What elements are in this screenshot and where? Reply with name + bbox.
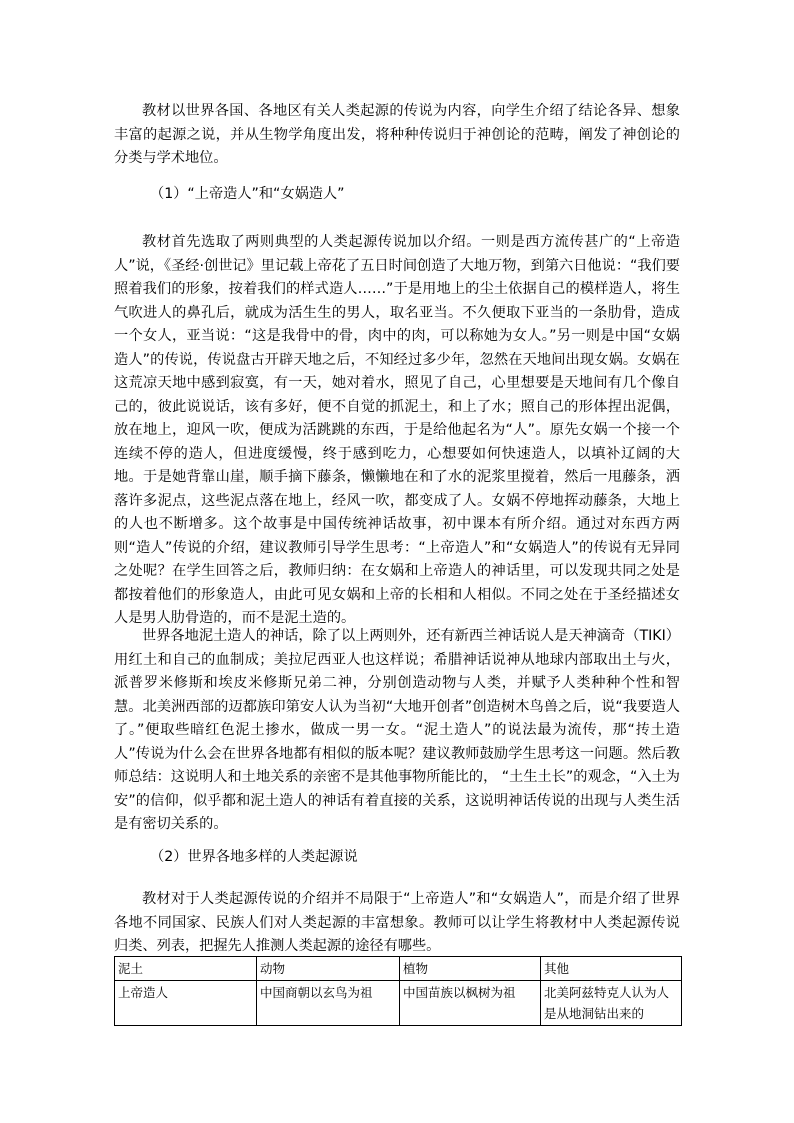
paragraph-clay-myths: 世界各地泥土造人的神话，除了以上两则外，还有新西兰神话说人是天神滴奇（TIKI）用红土和自己的血制成；美拉尼西亚人也这样说；希腊神话说神从地球内部取出土与火，派普罗米修斯和埃皮米修斯兄弟二神，分别创造动物与人类，并赋予人类种种个性和智慧。北美洲西部的迈都族印第安人认为当初“大地开创者”创造树木鸟兽之后，说“我要造人了。”便取些暗红色泥土掺水，做成一男一女。“泥土造人”的说法最为流传，那“抟土造人”传说为什么会在世界各地都有相似的版本呢？建议教师鼓励学生思考这一问题。然后教师总结：这说明人和土地关系的亲密不是其他事物所能比的， “土生土长”的观念，“入土为安”的信仰，似乎都和泥土造人的神话有着直接的关系，这说明神话传说的出现与人类生活是有密切关系的。: [114, 628, 680, 832]
table-row: [115, 981, 682, 1026]
origin-classification-table: [114, 956, 682, 1026]
table-cell: 中国苗族以枫树为祖: [400, 981, 541, 1026]
table-cell: 北美阿兹特克人认为人是从地洞钻出来的: [541, 981, 682, 1026]
paragraph-creation-myths: 教材首先选取了两则典型的人类起源传说加以介绍。一则是西方流传甚广的“上帝造人”说，《圣经·创世记》里记载上帝花了五日时间创造了大地万物，到第六日他说：“我们要照着我们的形象，按着我们的样式造人……”于是用地上的尘土依据自己的模样造人，将生气吹进人的鼻孔后，就成为活生生的男人，取名亚当。不久便取下亚当的一条肋骨，造成一个女人，亚当说：“这是我骨中的骨，肉中的肉，可以称她为女人。”另一则是中国“女娲造人”的传说，传说盘古开辟天地之后，不知经过多少年，忽然在天地间出现女娲。女娲在这荒凉天地中感到寂寞，有一天，她对着水，照见了自己，心里想要是天地间有几个像自己的，彼此说说话，该有多好，便不自觉的抓泥土，和上了水；照自己的形体捏出泥偶，放在地上，迎风一吹，便成为活跳跳的东西，于是给他起名为“人”。原先女娲一个接一个连续不停的造人，但进度缓慢，终于感到吃力，心想要如何快速造人，以填补辽阔的大地。于是她背靠山崖，顺手摘下藤条，懒懒地在和了水的泥浆里搅着，然后一甩藤条，洒落许多泥点，这些泥点落在地上，经风一吹，都变成了人。女娲不停地挥动藤条，大地上的人也不断增多。这个故事是中国传统神话故事，初中课本有所介绍。通过对东西方两则“造人”传说的介绍，建议教师引导学生思考：“上帝造人”和“女娲造人”的传说有无异同之处呢？在学生回答之后，教师归纳：在女娲和上帝造人的神话里，可以发现共同之处是都按着他们的形象造人，由此可见女娲和上帝的长相和人相似。不同之处在于圣经描述女人是男人肋骨造的，而不是泥土造的。: [114, 234, 680, 626]
table-header-cell: 植物: [400, 957, 541, 981]
section-heading-2: （2）世界各地多样的人类起源说: [150, 849, 358, 865]
table-cell: 中国商朝以玄鸟为祖: [257, 981, 400, 1026]
table-cell: 上帝造人: [115, 981, 257, 1026]
intro-paragraph: 教材以世界各国、各地区有关人类起源的传说为内容，向学生介绍了结论各异、想象丰富的起源之说，并从生物学角度出发，将种种传说归于神创论的范畴，阐发了神创论的分类与学术地位。: [114, 103, 680, 166]
paragraph-diverse-origins: 教材对于人类起源传说的介绍并不局限于“上帝造人”和“女娲造人”，而是介绍了世界各地不同国家、民族人们对人类起源的丰富想象。教师可以让学生将教材中人类起源传说归类、列表，把握先人推测人类起源的途径有哪些。: [114, 891, 680, 954]
table-header-cell: 动物: [257, 957, 400, 981]
table-header-cell: 泥土: [115, 957, 257, 981]
table-header-row: [115, 957, 682, 981]
section-heading-1: （1）“上帝造人”和“女娲造人”: [150, 186, 345, 202]
table-header-cell: 其他: [541, 957, 682, 981]
